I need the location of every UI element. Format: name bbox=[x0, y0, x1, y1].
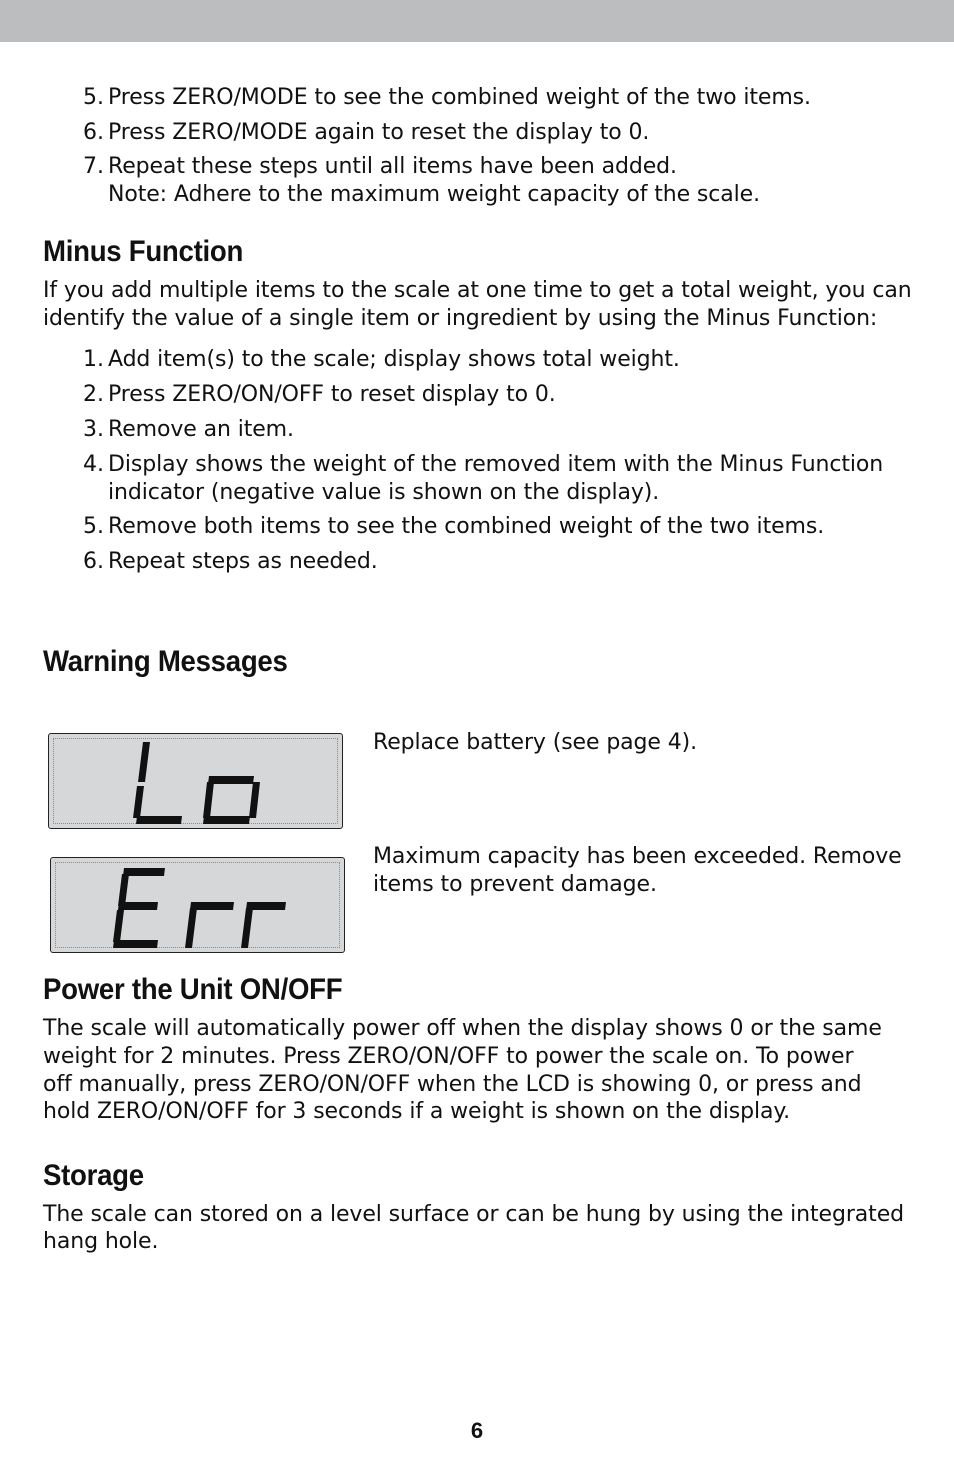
paragraph-line: off manually, press ZERO/ON/OFF when the LCD is showing 0, or press and bbox=[43, 1072, 862, 1097]
step-text-continued: indicator (negative value is shown on the display). bbox=[108, 480, 660, 505]
step-text: Repeat steps as needed. bbox=[108, 549, 378, 574]
lcd-segments-lo bbox=[49, 734, 344, 830]
step-text: Add item(s) to the scale; display shows total weight. bbox=[108, 347, 680, 372]
warning-description: Maximum capacity has been exceeded. Remove bbox=[373, 844, 902, 869]
lcd-display-err bbox=[50, 857, 345, 953]
step-number: 5. bbox=[83, 514, 104, 539]
section-heading-minus-function: Minus Function bbox=[43, 235, 244, 268]
page-number: 6 bbox=[470, 1418, 484, 1443]
section-heading-storage: Storage bbox=[43, 1159, 144, 1192]
paragraph-line: If you add multiple items to the scale at one time to get a total weight, you can bbox=[43, 278, 912, 303]
paragraph-line: hold ZERO/ON/OFF for 3 seconds if a weight is shown on the display. bbox=[43, 1099, 791, 1124]
step-number: 1. bbox=[83, 347, 104, 372]
paragraph-line: identify the value of a single item or ingredient by using the Minus Function: bbox=[43, 306, 878, 331]
step-number: 7. bbox=[83, 154, 104, 179]
step-text: Remove an item. bbox=[108, 417, 294, 442]
paragraph-line: The scale can stored on a level surface or can be hung by using the integrated bbox=[43, 1202, 905, 1227]
lcd-segments-err bbox=[51, 858, 346, 954]
step-text: Display shows the weight of the removed item with the Minus Function bbox=[108, 452, 884, 477]
step-number: 3. bbox=[83, 417, 104, 442]
warning-description: Replace battery (see page 4). bbox=[373, 730, 698, 755]
lcd-display-lo bbox=[48, 733, 343, 829]
paragraph-line: The scale will automatically power off when the display shows 0 or the same bbox=[43, 1016, 882, 1041]
top-bar bbox=[0, 0, 954, 42]
step-number: 4. bbox=[83, 452, 104, 477]
step-text: Remove both items to see the combined weight of the two items. bbox=[108, 514, 825, 539]
warning-description: items to prevent damage. bbox=[373, 872, 657, 897]
section-heading-power: Power the Unit ON/OFF bbox=[43, 973, 343, 1006]
step-number: 6. bbox=[83, 120, 104, 145]
step-text: Press ZERO/ON/OFF to reset display to 0. bbox=[108, 382, 556, 407]
step-number: 6. bbox=[83, 549, 104, 574]
step-text: Repeat these steps until all items have been added. bbox=[108, 154, 677, 179]
paragraph-line: hang hole. bbox=[43, 1229, 159, 1254]
step-text: Press ZERO/MODE again to reset the display to 0. bbox=[108, 120, 650, 145]
paragraph-line: weight for 2 minutes. Press ZERO/ON/OFF to power the scale on. To power bbox=[43, 1044, 854, 1069]
step-number: 2. bbox=[83, 382, 104, 407]
step-number: 5. bbox=[83, 85, 104, 110]
step-note: Note: Adhere to the maximum weight capacity of the scale. bbox=[108, 182, 761, 207]
section-heading-warning-messages: Warning Messages bbox=[43, 645, 288, 678]
step-text: Press ZERO/MODE to see the combined weight of the two items. bbox=[108, 85, 811, 110]
